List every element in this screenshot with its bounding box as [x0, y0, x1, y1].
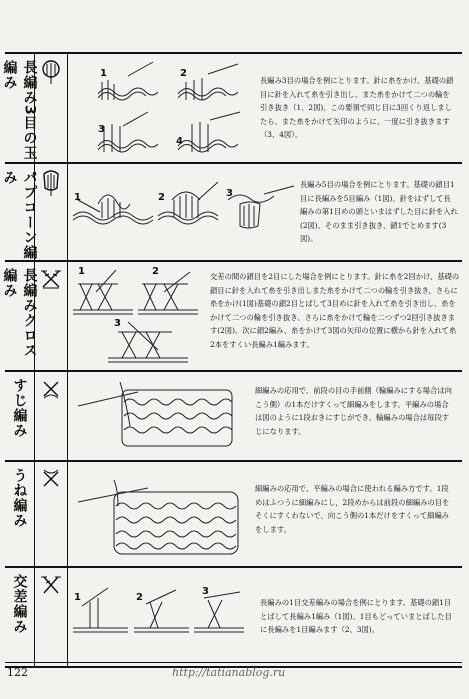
stitch-row-crossed-dc [1, 260, 462, 370]
illustration-popcorn [68, 164, 298, 260]
step-number: 3 [202, 586, 209, 597]
back-loop-sc-drawing [68, 372, 248, 458]
step-number: 2 [180, 68, 187, 79]
page-number: 122 [7, 666, 28, 679]
step-number: 3 [98, 124, 105, 135]
illustration-ridge [68, 462, 248, 566]
stitch-row-ridge [5, 460, 462, 566]
bobble-3-dc-symbol-icon [40, 60, 62, 86]
stitch-table [1, 52, 462, 668]
stitch-row-back-loop-sc [5, 370, 462, 460]
crossed-dc-steps-drawing [68, 262, 208, 368]
crossed-sc-symbol-icon [40, 574, 62, 596]
popcorn-steps-drawing [68, 164, 298, 258]
popcorn-stitch-symbol-icon [40, 170, 62, 198]
illustration-bobble [68, 54, 258, 162]
row-description: 長編み3目の場合を例にとります。針に糸をかけ、基礎の鎖目に針を入れて糸を引き出し、また糸をかけて二つの輪を引き抜き（1、2図)、この要領で同じ目に3回くり返しましたら、また糸をかけて矢印のように、一度に引き抜きます（3、4図）。 [260, 76, 454, 139]
row-description: 細編みの応用で、平編みの場合に使われる編み方です。1段めはふつうに細編みにし，2段めからは前段の細編みの目をそくにすくわないで、向こう側の1本だけをすくって細編みをします。 [255, 484, 450, 534]
illustration-crossed-dc [68, 262, 208, 370]
ridge-stitch-drawing [68, 462, 248, 564]
crossed-dc-symbol-icon [40, 268, 62, 290]
step-number: 1 [78, 266, 85, 277]
step-number: 2 [136, 592, 143, 603]
crossed-sc-steps-drawing [68, 568, 248, 664]
row-title: パプコーン編み [1, 170, 38, 260]
row-title: 長編みクロス編み [1, 268, 38, 358]
row-title: すじ編み [11, 378, 28, 438]
step-number: 3 [226, 188, 233, 199]
row-title: うね編み [11, 468, 28, 528]
back-loop-sc-symbol-icon [40, 378, 62, 400]
row-title: 長編み3目の玉編み [1, 60, 38, 161]
stitch-row-bobble [1, 52, 462, 162]
step-number: 1 [100, 68, 107, 79]
step-number: 2 [152, 266, 159, 277]
step-number: 3 [114, 318, 121, 329]
row-description: 長編み5目の場合を例にとります。基礎の鎖目1目に長編みを5目編み（1図)、針をはずして長編みの第1目めの頭といまはずした目に針を入れ(2図)、そのまま引き抜き、鎖1でとめます(3図)。 [300, 180, 458, 243]
row-description: 細編みの応用で、前段の目の手前側（輪編みにする場合は向こう側）の1本だけすくって細編みをします。平編みの場合は図のように1段おきにすじができ、輪編みの場合は毎段すじになります。 [255, 386, 452, 436]
step-number: 4 [176, 136, 183, 147]
step-number: 2 [158, 192, 165, 203]
bobble-steps-drawing [68, 54, 258, 160]
footer-rule [5, 662, 462, 663]
step-number: 1 [74, 592, 81, 603]
row-description: 交差の間の鎖目を2目にした場合を例にとります。針に糸を2回かけ、基礎の鎖目に針を入れて糸を引き出しまた糸をかけて二つの輪を引き抜き，さらに糸をかけ(1図)基礎の鎖2目とばして3目めに針を入れて糸を引き出し、糸をかけて二つの輪を引き抜き、さらに糸をかけて輪を二つずつ2回引き抜きます(2図)。次に鎖2編み、糸をかけて3図の矢印の位置に横から針を入れて糸2本をすくい長編み1編みます。 [210, 272, 460, 349]
watermark-url: http://tatianablog.ru [172, 666, 286, 679]
ridge-stitch-symbol-icon [40, 468, 62, 490]
step-number: 1 [74, 192, 81, 203]
row-description: 長編みの1目交差編みの場合を例にとります。基礎の鎖1目とばして長編み1編み（1図)、1目もどっていまとばした目に長編みを1目編みます（2、3図)。 [260, 598, 452, 634]
stitch-row-popcorn [1, 162, 462, 260]
stitch-row-crossed-sc [5, 566, 462, 668]
illustration-crossed-sc [68, 568, 248, 666]
illustration-back-loop-sc [68, 372, 248, 460]
row-title: 交差編み [11, 574, 28, 634]
